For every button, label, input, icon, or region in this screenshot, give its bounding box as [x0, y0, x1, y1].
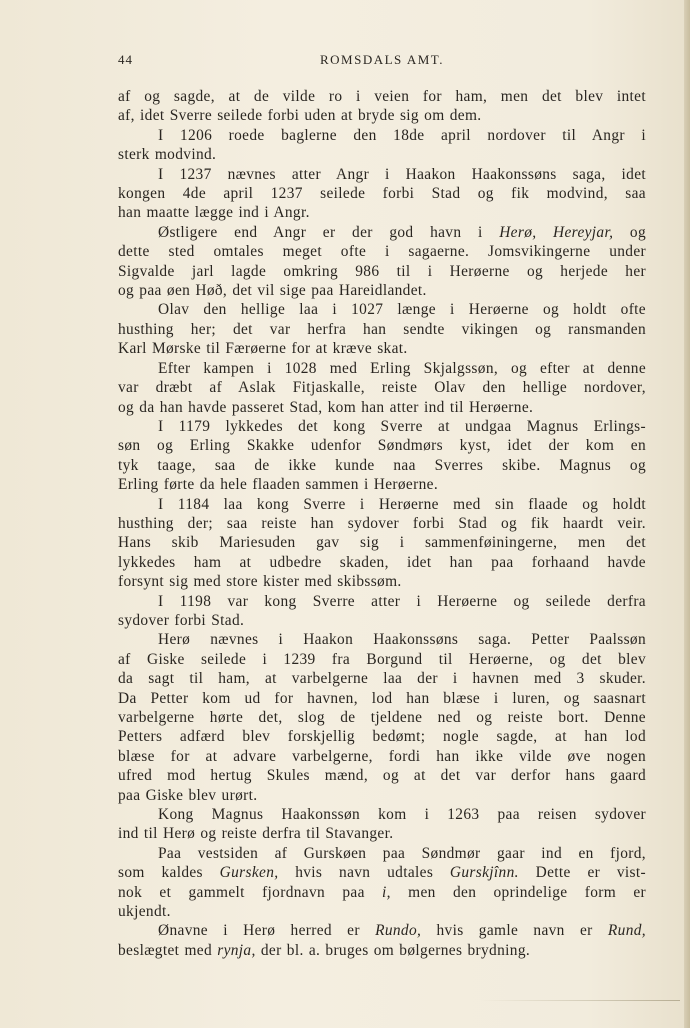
text-line: Kong Magnus Haakonssøn kom i 1263 paa reisen sydover: [158, 806, 646, 824]
text-line: I 1237 nævnes atter Angr i Haakon Haakonssøns saga, idet: [158, 165, 646, 183]
text-line: af Giske seilede i 1239 fra Borgund til Herøerne, og det blev: [118, 650, 646, 668]
text-line: ukjendt.: [118, 903, 171, 921]
text-line: og da han havde passeret Stad, kom han atter ind til Herøerne.: [118, 398, 534, 416]
text-line: paa Giske blev urørt.: [118, 786, 258, 804]
text-lines: [118, 87, 646, 960]
text-line: dette sted omtales meget ofte i sagaerne. Jomsvikingerne under: [118, 243, 646, 261]
text-line: I 1179 lykkedes det kong Sverre at undgaa Magnus Erlings-: [158, 417, 646, 435]
text-line: af, idet Sverre seilede forbi uden at bryde sig om dem.: [118, 107, 482, 125]
text-line: Hans skib Mariesuden gav sig i sammenføiningerne, men det: [118, 534, 646, 552]
text-line: af og sagde, at de vilde ro i veien for ham, men det blev intet: [118, 88, 646, 105]
text-line: kongen 4de april 1237 seilede forbi Stad og fik modvind, saa: [118, 185, 646, 203]
page-edge: [684, 0, 690, 1028]
text-line: var dræbt af Aslak Fitjaskalle, reiste Olav den hellige nordover,: [118, 379, 646, 397]
text-line: da sagt til ham, at varbelgerne laa der i havnen med 3 skuder.: [118, 670, 646, 688]
text-line: husthing her; det var herfra han sendte vikingen og ransmanden: [118, 320, 646, 338]
text-line: Efter kampen i 1028 med Erling Skjalgssøn, og efter at denne: [158, 359, 646, 377]
text-line: blæse for at advare varbelgerne, fordi han ikke vilde øve nogen: [118, 747, 646, 765]
body-text: [118, 87, 646, 960]
text-line: tyk taage, saa de ikke kunde naa Sverres skibe. Magnus og: [118, 456, 646, 474]
text-line: Sigvalde jarl lagde omkring 986 til i Herøerne og herjede her: [118, 262, 646, 280]
text-line: Karl Mørske til Færøerne for at kræve skat.: [118, 340, 408, 358]
page-corner-mark: [480, 1000, 680, 1001]
text-line: han maatte lægge ind i Angr.: [118, 204, 310, 222]
text-line: beslægtet med rynja, der bl. a. bruges om bølgernes brydning.: [118, 941, 531, 959]
text-line: nok et gammelt fjordnavn paa i, men den oprindelige form er: [118, 883, 646, 901]
text-line: Ønavne i Herø herred er Rundo, hvis gamle navn er Rund,: [158, 922, 646, 940]
text-line: som kaldes Gursken, hvis navn udtales Gurskjînn. Dette er vist-: [118, 864, 646, 882]
text-line: varbelgerne hørte det, slog de tjeldene ned og reiste bort. Denne: [118, 709, 646, 726]
text-line: I 1198 var kong Sverre atter i Herøerne og seilede derfra: [158, 592, 646, 610]
text-line: ind til Herø og reiste derfra til Stavanger.: [118, 825, 394, 843]
text-line: sydover forbi Stad.: [118, 611, 245, 629]
text-line: lykkedes ham at udbedre skaden, idet han paa forhaand havde: [118, 553, 646, 571]
text-line: Paa vestsiden af Gurskøen paa Søndmør gaar ind en fjord,: [158, 844, 646, 862]
text-line: husthing der; saa reiste han sydover forbi Stad og fik haardt veir.: [118, 514, 646, 532]
page-number: 44: [118, 52, 133, 67]
text-line: Herø nævnes i Haakon Haakonssøns saga. Petter Paalssøn: [158, 631, 646, 649]
text-line: I 1206 roede baglerne den 18de april nordover til Angr i: [158, 126, 646, 144]
text-line: forsynt sig med store kister med skibssøm.: [118, 573, 402, 591]
text-line: og paa øen Høð, det vil sige paa Hareidlandet.: [118, 282, 427, 300]
text-line: Østligere end Angr er der god havn i Herø, Hereyjar, og: [158, 223, 646, 241]
text-line: sterk modvind.: [118, 146, 217, 164]
text-line: Petters adfærd blev forskjellig bedømt; nogle sagde, at han lod: [118, 728, 646, 746]
text-line: Olav den hellige laa i 1027 længe i Herøerne og holdt ofte: [158, 301, 646, 319]
text-line: Da Petter kom ud for havnen, lod han blæse i luren, og saasnart: [118, 689, 646, 707]
text-line: Erling førte da hele flaaden sammen i Herøerne.: [118, 476, 439, 494]
running-title: ROMSDALS AMT.: [319, 52, 444, 67]
text-line: I 1184 laa kong Sverre i Herøerne med sin flaade og holdt: [158, 495, 646, 513]
running-header: [118, 52, 646, 70]
text-line: ufred mod hertug Skules mænd, og at det var derfor hans gaard: [118, 767, 646, 785]
text-line: søn og Erling Skakke udenfor Søndmørs kyst, idet der kom en: [118, 437, 646, 455]
